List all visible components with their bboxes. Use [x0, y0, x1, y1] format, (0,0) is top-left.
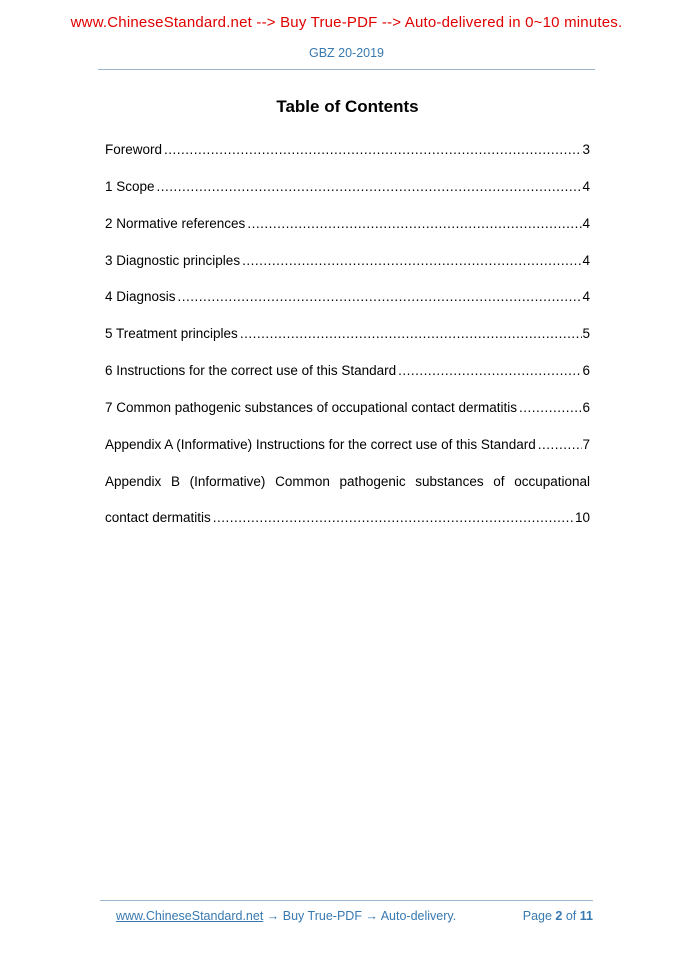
standard-code: GBZ 20-2019 — [308, 46, 385, 60]
dot-leader — [517, 401, 583, 416]
toc-entry-instructions[interactable] — [105, 364, 590, 379]
page-footer — [100, 900, 593, 923]
footer-link[interactable]: www.ChineseStandard.net — [116, 909, 264, 923]
dot-leader — [396, 364, 582, 379]
page-word: Page — [522, 909, 552, 923]
toc-entry-label: Foreword — [105, 142, 163, 157]
dot-leader — [162, 143, 582, 158]
page-title: Table of Contents — [276, 97, 419, 116]
toc-entry-foreword[interactable] — [105, 143, 590, 158]
toc-entry-label: 2 Normative references — [105, 215, 246, 231]
footer-promo — [100, 909, 456, 923]
toc-entry-treatment-principles[interactable] — [105, 327, 590, 342]
toc-entry-page: 10 — [574, 510, 590, 526]
toc-entry-page: 7 — [582, 436, 590, 452]
dot-leader — [245, 217, 582, 232]
toc-entry-label-line1: Appendix B (Informative) Common pathogenic substances of occupational — [105, 473, 590, 489]
toc-entry-page: 4 — [582, 289, 590, 305]
of-word: of — [565, 909, 577, 923]
header-divider — [98, 69, 595, 70]
dot-leader — [155, 180, 583, 195]
toc-entry-label: 6 Instructions for the correct use of this Standard — [105, 363, 397, 379]
toc-entry-page: 4 — [582, 252, 590, 268]
dot-leader — [238, 327, 583, 342]
toc-entry-label: 3 Diagnostic principles — [105, 252, 241, 268]
toc-entry-diagnostic-principles[interactable] — [105, 254, 590, 269]
footer-promo-text: → Buy True-PDF → Auto-delivery. — [266, 909, 457, 923]
top-banner-link[interactable]: www.ChineseStandard.net --> Buy True-PDF --> Auto-delivered in 0~10 minutes. — [70, 14, 623, 31]
toc-entry-label-line2: contact dermatitis — [105, 510, 211, 526]
page-indicator — [523, 909, 593, 923]
toc-entry-common-pathogenic[interactable] — [105, 401, 590, 416]
toc-entry-diagnosis[interactable] — [105, 290, 590, 305]
toc-entry-appendix-a[interactable] — [105, 438, 590, 453]
dot-leader — [240, 254, 582, 269]
toc-entry-normative-references[interactable] — [105, 217, 590, 232]
toc-entry-page: 4 — [582, 178, 590, 194]
toc-entry-scope[interactable] — [105, 180, 590, 195]
toc-entry-appendix-b[interactable] — [105, 475, 590, 527]
toc-entry-page: 3 — [582, 142, 590, 157]
dot-leader — [176, 290, 583, 305]
toc-entry-label: 1 Scope — [105, 178, 155, 194]
toc-entry-label: 7 Common pathogenic substances of occupational contact dermatitis — [105, 399, 517, 415]
current-page-number: 2 — [555, 909, 563, 923]
toc-entry-label: 5 Treatment principles — [105, 326, 238, 342]
toc-section — [0, 97, 693, 526]
toc-entry-label: Appendix A (Informative) Instructions for the correct use of this Standard — [105, 436, 536, 452]
toc-entry-page: 6 — [582, 399, 590, 415]
toc-entry-page: 6 — [582, 363, 590, 379]
toc-entry-page: 4 — [582, 215, 590, 231]
toc-entry-label: 4 Diagnosis — [105, 289, 176, 305]
dot-leader — [536, 438, 583, 453]
total-page-number: 11 — [579, 909, 593, 923]
dot-leader — [211, 511, 575, 526]
toc-entry-page: 5 — [582, 326, 590, 342]
